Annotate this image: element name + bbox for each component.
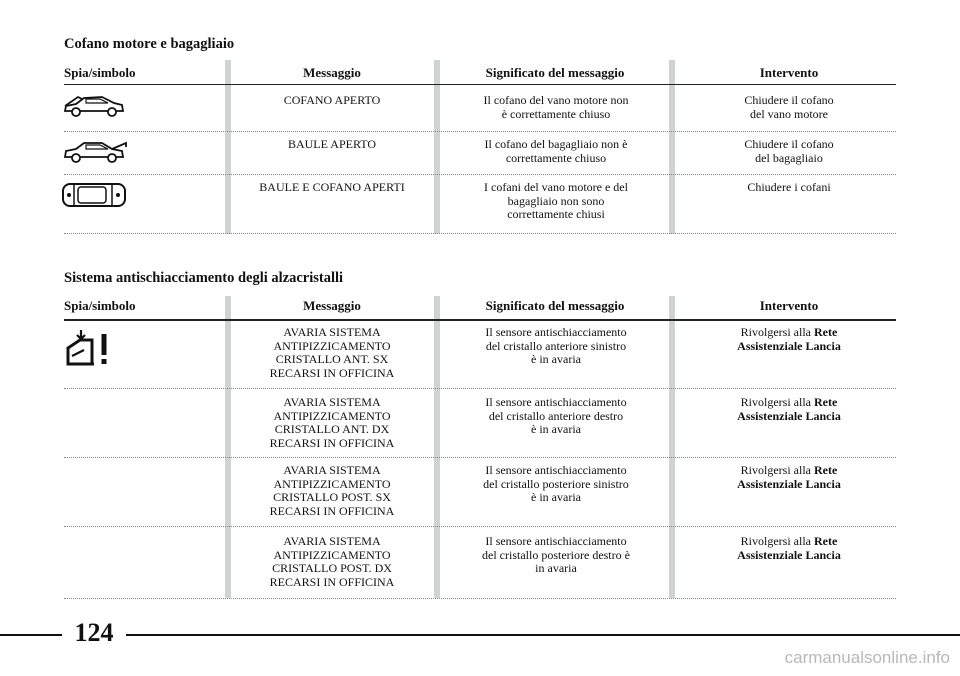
- meaning-text: Il sensore antischiacciamento del cristallo anteriore sinistro è in avaria: [485, 325, 627, 367]
- section-title-hood-trunk: Cofano motore e bagagliaio: [64, 36, 235, 52]
- header-rule: [64, 319, 896, 321]
- action-text: Rivolgersi alla Rete Assistenziale Lancia: [737, 534, 841, 562]
- header-message-column: Messaggio: [303, 298, 361, 313]
- row-divider: [64, 526, 896, 527]
- page-number: 124: [74, 618, 114, 647]
- header-icon-column: Spia/simbolo: [64, 65, 136, 80]
- meaning-text: Il cofano del vano motore non è correttamente chiuso: [483, 93, 629, 121]
- footer-rule-left: [0, 634, 62, 636]
- car-trunk-open-icon: [62, 139, 128, 165]
- column-separator: [434, 60, 440, 234]
- action-text: Rivolgersi alla Rete Assistenziale Lancia: [737, 463, 841, 491]
- message-text: AVARIA SISTEMA ANTIPIZZICAMENTO CRISTALLO POST. SX RECARSI IN OFFICINA: [269, 463, 395, 518]
- action-text: Rivolgersi alla Rete Assistenziale Lancia: [737, 395, 841, 423]
- column-separator: [225, 296, 231, 598]
- section-title-anti-pinch: Sistema antischiacciamento degli alzacristalli: [64, 270, 344, 286]
- action-text: Rivolgersi alla Rete Assistenziale Lancia: [737, 325, 841, 353]
- message-text: AVARIA SISTEMA ANTIPIZZICAMENTO CRISTALLO POST. DX RECARSI IN OFFICINA: [269, 534, 395, 589]
- row-divider: [64, 174, 896, 175]
- section-end-rule: [64, 598, 896, 599]
- column-separator: [225, 60, 231, 234]
- meaning-text: Il sensore antischiacciamento del cristallo posteriore sinistro è in avaria: [483, 463, 629, 505]
- header-action-column: Intervento: [759, 298, 819, 313]
- header-action-column: Intervento: [759, 65, 819, 80]
- message-text: COFANO APERTO: [283, 93, 381, 107]
- header-meaning-column: Significato del messaggio: [485, 65, 625, 80]
- message-text: AVARIA SISTEMA ANTIPIZZICAMENTO CRISTALLO ANT. DX RECARSI IN OFFICINA: [269, 395, 395, 450]
- message-text: BAULE APERTO: [287, 137, 377, 151]
- message-text: BAULE E COFANO APERTI: [259, 180, 405, 194]
- action-text: Chiudere il cofano del vano motore: [744, 93, 834, 121]
- watermark: carmanualsonline.info: [784, 648, 950, 667]
- column-separator: [434, 296, 440, 598]
- message-text: AVARIA SISTEMA ANTIPIZZICAMENTO CRISTALLO ANT. SX RECARSI IN OFFICINA: [269, 325, 395, 380]
- car-hood-open-icon: [62, 93, 126, 119]
- meaning-text: Il cofano del bagagliaio non è correttamente chiuso: [484, 137, 628, 165]
- action-text: Chiudere il cofano del bagagliaio: [744, 137, 834, 165]
- meaning-text: Il sensore antischiacciamento del cristallo posteriore destro è in avaria: [482, 534, 630, 576]
- car-top-view-icon: [60, 181, 128, 209]
- row-divider: [64, 388, 896, 389]
- header-meaning-column: Significato del messaggio: [485, 298, 625, 313]
- header-message-column: Messaggio: [303, 65, 361, 80]
- section-end-rule: [64, 233, 896, 234]
- footer-rule-right: [126, 634, 960, 636]
- meaning-text: I cofani del vano motore e del bagagliaio non sono correttamente chiusi: [484, 180, 628, 222]
- row-divider: [64, 457, 896, 458]
- action-text: Chiudere i cofani: [747, 180, 831, 194]
- window-warning-icon: [62, 328, 112, 368]
- header-rule: [64, 84, 896, 85]
- row-divider: [64, 131, 896, 132]
- header-icon-column: Spia/simbolo: [64, 298, 136, 313]
- meaning-text: Il sensore antischiacciamento del cristallo anteriore destro è in avaria: [485, 395, 627, 437]
